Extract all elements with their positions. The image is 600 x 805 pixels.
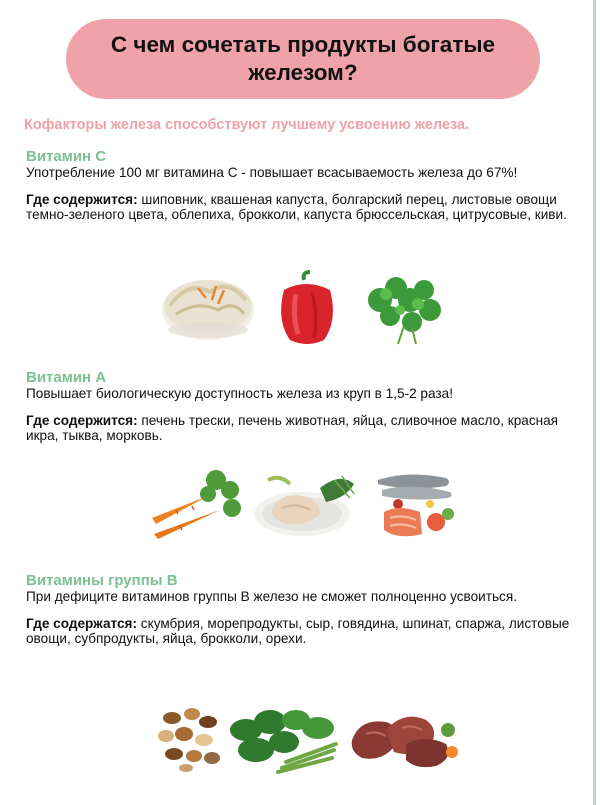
where-label: Где содержатся: [26,615,138,631]
fish-platter-image [368,468,458,542]
where-text: печень трески, печень животная, яйца, сливочное масло, красная икра, тыква, морковь. [26,412,559,443]
sauerkraut-bowl-image [158,270,258,342]
where-text: скумбрия, морепродукты, сыр, говядина, шпинат, спаржа, листовые овощи, субпродукты, яйца, брокколи, орехи. [26,615,570,646]
title-banner [66,19,540,99]
section-where [26,192,576,223]
section-title: Витамин А [26,369,107,386]
mixed-nuts-image [152,700,226,774]
parsley-leaves-image [360,270,450,346]
where-text: шиповник, квашеная капуста, болгарский перец, листовые овощи темно-зеленого цвета, облепиха, брокколи, капуста брюссельская, цитрусовые, киви. [26,191,567,222]
section-where [26,413,576,444]
page-title: С чем сочетать продукты богатые железом? [110,32,496,85]
section-title: Витамин С [26,148,107,165]
carrots-image [146,466,246,540]
section-description: Повышает биологическую доступность железа из круп в 1,5-2 раза! [26,386,453,401]
section-where [26,616,576,647]
red-bell-pepper-image [276,270,338,346]
where-label: Где содержится: [26,412,138,428]
section-description: При дефиците витаминов группы В железо не сможет полноценно усвоиться. [26,589,517,604]
section-title: Витамины группы В [26,572,178,589]
section-vitamin-c [26,148,576,223]
where-label: Где содержится: [26,191,138,207]
cod-liver-plate-image [250,468,358,540]
section-description: Употребление 100 мг витамина С - повышает всасываемость железа до 67%! [26,165,518,180]
subtitle: Кофакторы железа способствуют лучшему усвоению железа. [24,117,470,133]
spinach-asparagus-image [226,700,340,774]
section-vitamins-b [26,572,576,647]
section-vitamin-a [26,369,576,444]
chicken-liver-image [346,700,462,774]
